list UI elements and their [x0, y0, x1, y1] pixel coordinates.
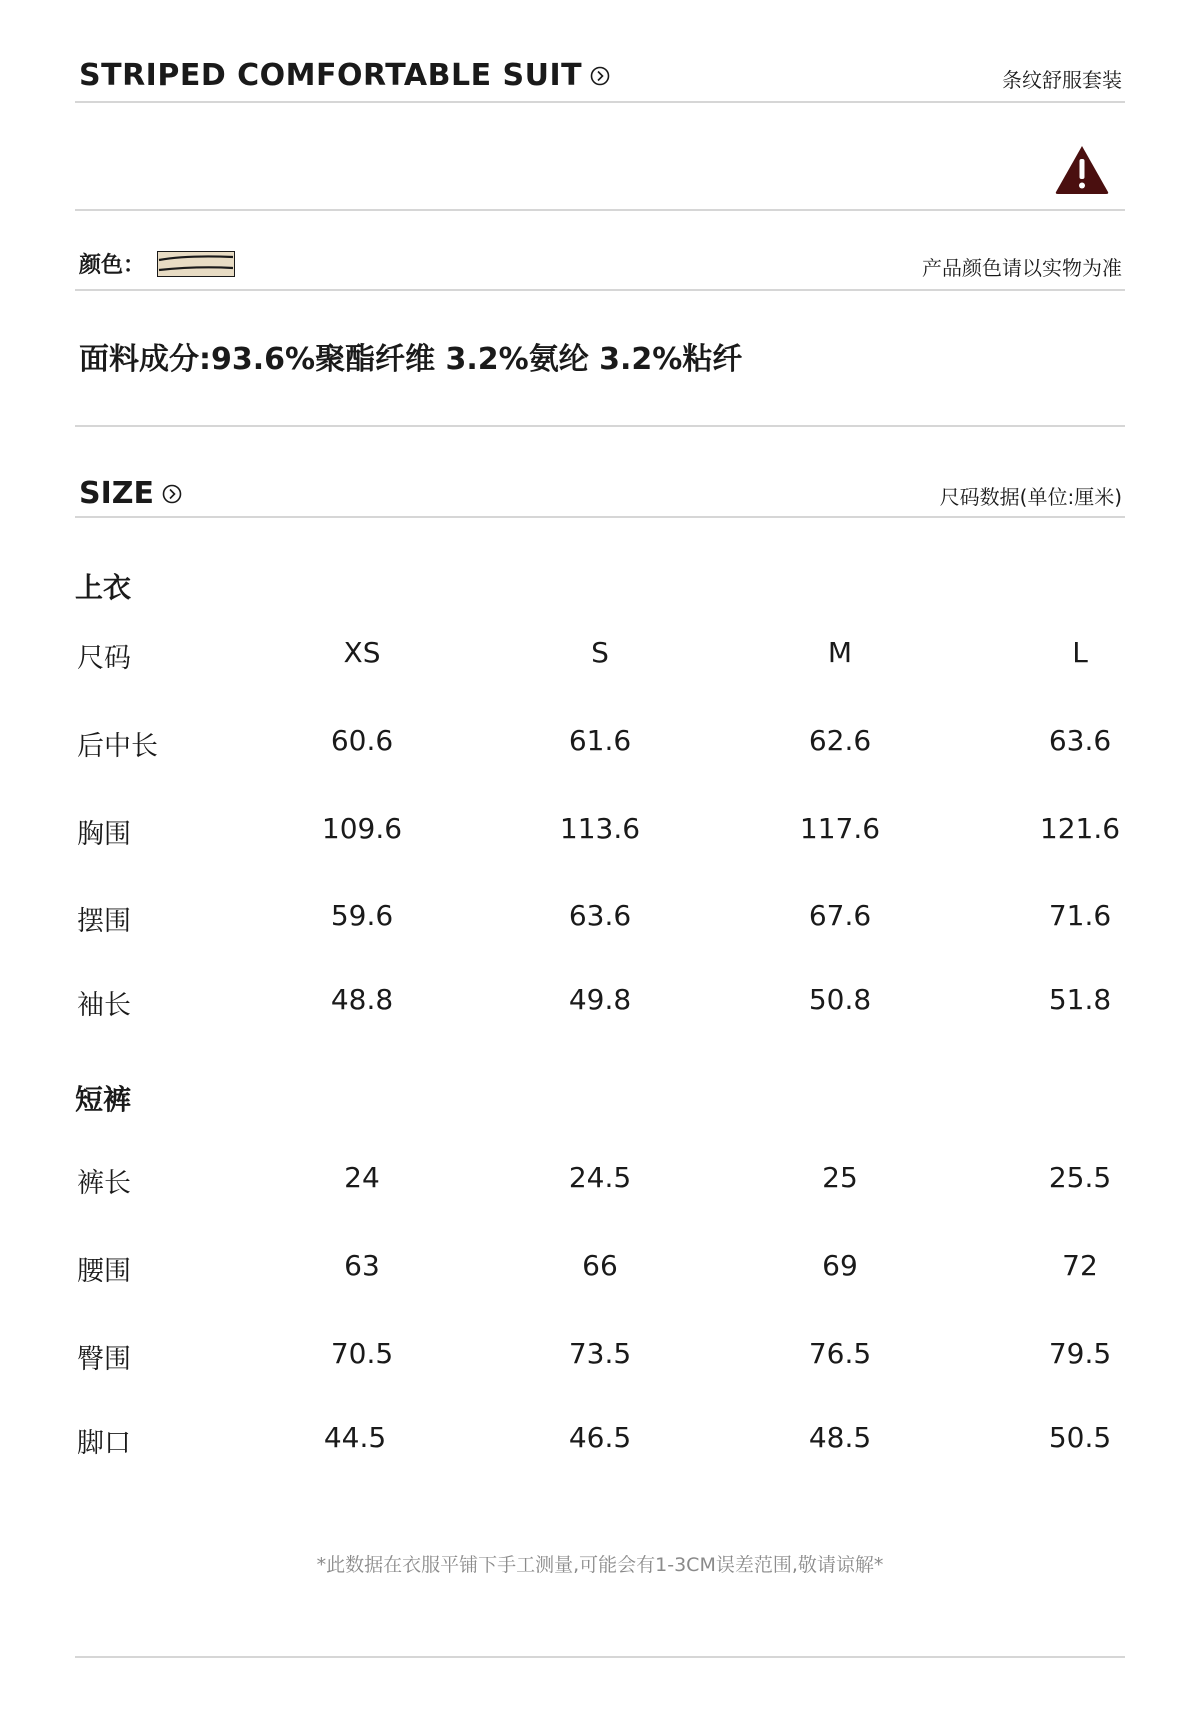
cell-value: 25	[822, 1161, 858, 1194]
cell-value: 46.5	[568, 1421, 632, 1454]
cell-value: 50.5	[1048, 1421, 1112, 1454]
cell-value: 109.6	[321, 812, 403, 845]
size-m: M	[827, 636, 853, 669]
row-label: 脚口	[77, 1428, 131, 1459]
divider	[75, 1656, 1125, 1658]
cell-value: 71.6	[1048, 899, 1112, 932]
product-title: STRIPED COMFORTABLE SUIT	[79, 58, 583, 93]
divider	[75, 101, 1125, 103]
cell-value: 44.5	[323, 1421, 387, 1454]
size-header-label: 尺码	[77, 643, 131, 674]
cell-value: 67.6	[808, 899, 872, 932]
row-label: 胸围	[77, 819, 131, 850]
divider	[75, 209, 1125, 211]
fabric-composition: 面料成分:93.6%聚酯纤维 3.2%氨纶 3.2%粘纤	[79, 342, 743, 377]
row-label: 臀围	[77, 1344, 131, 1375]
cell-value: 24	[344, 1161, 380, 1194]
cell-value: 61.6	[568, 724, 632, 757]
row-label: 袖长	[77, 990, 131, 1021]
row-label: 后中长	[77, 731, 158, 762]
cell-value: 66	[582, 1249, 618, 1282]
size-xs: XS	[343, 636, 381, 669]
color-note: 产品颜色请以实物为准	[922, 256, 1122, 280]
cell-value: 50.8	[808, 983, 872, 1016]
cell-value: 51.8	[1048, 983, 1112, 1016]
size-s: S	[591, 636, 609, 669]
row-label: 腰围	[77, 1256, 131, 1287]
cell-value: 121.6	[1039, 812, 1121, 845]
warning-triangle-icon	[1054, 144, 1110, 196]
cell-value: 70.5	[330, 1337, 394, 1370]
cell-value: 48.5	[808, 1421, 872, 1454]
cell-value: 73.5	[568, 1337, 632, 1370]
size-l: L	[1072, 636, 1088, 669]
divider	[75, 516, 1125, 518]
color-label: 颜色：	[79, 253, 146, 278]
row-label: 裤长	[77, 1168, 131, 1199]
size-unit-note: 尺码数据(单位:厘米)	[939, 485, 1122, 509]
cell-value: 63.6	[1048, 724, 1112, 757]
product-title-cn: 条纹舒服套装	[1002, 68, 1122, 92]
cell-value: 25.5	[1048, 1161, 1112, 1194]
chevron-circle-right-icon	[162, 484, 182, 504]
product-title-row	[79, 56, 610, 96]
cell-value: 60.6	[330, 724, 394, 757]
cell-value: 59.6	[330, 899, 394, 932]
cell-value: 62.6	[808, 724, 872, 757]
cell-value: 49.8	[568, 983, 632, 1016]
stripe-swatch	[157, 251, 235, 277]
divider	[75, 425, 1125, 427]
size-title: SIZE	[79, 476, 155, 511]
cell-value: 24.5	[568, 1161, 632, 1194]
cell-value: 69	[822, 1249, 858, 1282]
section-title-top: 上衣	[75, 571, 132, 604]
size-title-row	[79, 474, 182, 514]
cell-value: 48.8	[330, 983, 394, 1016]
row-label: 摆围	[77, 906, 131, 937]
cell-value: 72	[1062, 1249, 1098, 1282]
divider	[75, 289, 1125, 291]
measurement-footnote: *此数据在衣服平铺下手工测量,可能会有1-3CM误差范围,敬请谅解*	[316, 1554, 884, 1576]
cell-value: 63.6	[568, 899, 632, 932]
cell-value: 76.5	[808, 1337, 872, 1370]
section-title-shorts: 短裤	[75, 1083, 132, 1116]
cell-value: 113.6	[559, 812, 641, 845]
cell-value: 117.6	[799, 812, 881, 845]
color-row	[79, 248, 235, 279]
cell-value: 79.5	[1048, 1337, 1112, 1370]
chevron-circle-right-icon	[590, 66, 610, 86]
cell-value: 63	[344, 1249, 380, 1282]
